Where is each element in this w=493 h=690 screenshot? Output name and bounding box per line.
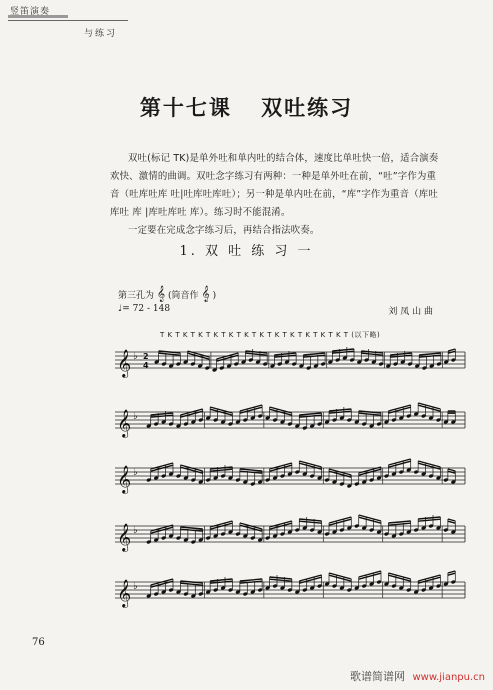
music-staff-3 bbox=[115, 456, 465, 496]
watermark-url: www.jianpu.cn bbox=[412, 672, 485, 683]
note-beam bbox=[361, 351, 383, 353]
description-paragraph-2: 一定要在完成念字练习后，再结合指法吹奏。 bbox=[128, 225, 320, 236]
note-beam bbox=[180, 583, 202, 585]
flat-sign: ♭ bbox=[133, 581, 138, 592]
note-beam bbox=[245, 353, 267, 355]
header-rule bbox=[8, 20, 128, 21]
note-beam bbox=[245, 351, 267, 353]
note-beam bbox=[448, 521, 455, 523]
lesson-topic: 双吐练习 bbox=[261, 96, 354, 120]
note-beam bbox=[448, 351, 455, 353]
note-beam bbox=[329, 409, 351, 411]
header-section: 与练习 bbox=[84, 29, 118, 39]
key-signature-note: 第三孔为 𝄞 (筒音作 𝄞 ) bbox=[118, 286, 217, 302]
treble-clef-icon: 𝄞 bbox=[117, 349, 132, 377]
note-beam bbox=[180, 529, 202, 531]
time-signature-bottom: 4 bbox=[143, 361, 149, 370]
treble-clef-icon: 𝄞 bbox=[117, 409, 132, 437]
note-beam bbox=[270, 577, 292, 579]
note-beam bbox=[151, 415, 173, 417]
note-beam bbox=[359, 413, 381, 415]
note-beam bbox=[418, 519, 440, 521]
flat-sign: ♭ bbox=[133, 351, 138, 362]
page-number: 76 bbox=[32, 637, 45, 648]
exercise-title: 1. 双 吐 练 习 一 bbox=[179, 244, 314, 259]
note-beam bbox=[390, 353, 412, 355]
note-beam bbox=[419, 355, 441, 357]
note-beam bbox=[299, 415, 321, 417]
note-beam bbox=[299, 519, 321, 521]
note-beam bbox=[448, 349, 455, 351]
note-beam bbox=[240, 579, 262, 581]
note-beam bbox=[240, 471, 262, 473]
note-beam bbox=[180, 527, 202, 529]
note-beam bbox=[419, 353, 441, 355]
watermark-text: 歌谱简谱网 bbox=[349, 670, 405, 683]
site-watermark bbox=[350, 668, 485, 684]
flat-sign: ♭ bbox=[133, 411, 138, 422]
note-beam bbox=[388, 521, 410, 523]
note-beam bbox=[270, 579, 292, 581]
note-beam bbox=[210, 469, 232, 471]
composer-credit: 刘 凤 山 曲 bbox=[388, 307, 433, 317]
note-beam bbox=[390, 355, 412, 357]
note-beam bbox=[210, 467, 232, 469]
flat-sign: ♭ bbox=[133, 525, 138, 536]
note-beam bbox=[418, 517, 440, 519]
note-beam bbox=[303, 355, 325, 357]
header-book-title: 竖笛演奏 bbox=[10, 7, 51, 17]
note-beam bbox=[240, 469, 262, 471]
music-staff-5 bbox=[115, 570, 465, 610]
lesson-title bbox=[0, 92, 493, 122]
music-staff-1 bbox=[115, 340, 465, 380]
note-beam bbox=[274, 353, 296, 355]
note-beam bbox=[332, 351, 354, 353]
treble-clef-icon: 𝄞 bbox=[117, 465, 132, 493]
note-beam bbox=[210, 579, 232, 581]
note-beam bbox=[159, 351, 181, 353]
lesson-description bbox=[110, 150, 440, 240]
note-beam bbox=[359, 411, 381, 413]
tonguing-syllables: T K T K T K T K T K T K T K T K T K T K T K T K T (以下略) bbox=[160, 331, 381, 339]
treble-clef-icon: 𝄞 bbox=[201, 286, 210, 302]
note-beam bbox=[274, 355, 296, 357]
time-signature-top: 2 bbox=[143, 352, 149, 361]
key-note-text: (筒音作 bbox=[168, 291, 199, 301]
note-beam bbox=[299, 521, 321, 523]
treble-clef-icon: 𝄞 bbox=[156, 286, 166, 302]
note-beam bbox=[448, 519, 455, 521]
flat-sign: ♭ bbox=[133, 467, 138, 478]
note-beam bbox=[448, 573, 455, 575]
note-beam bbox=[332, 349, 354, 351]
note-beam bbox=[448, 471, 455, 473]
note-beam bbox=[210, 581, 232, 583]
treble-clef-icon: 𝄞 bbox=[117, 523, 132, 551]
note-beam bbox=[448, 571, 455, 573]
note-beam bbox=[303, 353, 325, 355]
note-beam bbox=[299, 413, 321, 415]
note-beam bbox=[361, 353, 383, 355]
note-beam bbox=[388, 523, 410, 525]
note-beam bbox=[329, 411, 351, 413]
note-beam bbox=[180, 581, 202, 583]
description-paragraph-1: 双吐(标记 TK)是单外吐和单内吐的结合体，速度比单吐快一倍，适合演奏欢快、激情的曲调。双吐念字练习有两种：一种是单外吐在前，“吐”字作为重音（吐库吐库 吐|吐库吐库吐）；另一种是单内吐在前，“库”字作为重音（库吐库吐 库 |库吐库吐 库）。练习时不能混淆。 bbox=[110, 153, 439, 218]
note-beam bbox=[151, 413, 173, 415]
treble-clef-icon: 𝄞 bbox=[117, 579, 132, 607]
music-staff-2 bbox=[115, 400, 465, 440]
note-beam bbox=[448, 469, 455, 471]
key-label: 第三孔为 bbox=[118, 291, 155, 301]
tempo-marking: ♩= 72 - 148 bbox=[118, 304, 171, 314]
note-beam bbox=[240, 581, 262, 583]
note-beam bbox=[159, 353, 181, 355]
music-staff-4 bbox=[115, 514, 465, 554]
lesson-number: 第十七课 bbox=[139, 96, 232, 120]
